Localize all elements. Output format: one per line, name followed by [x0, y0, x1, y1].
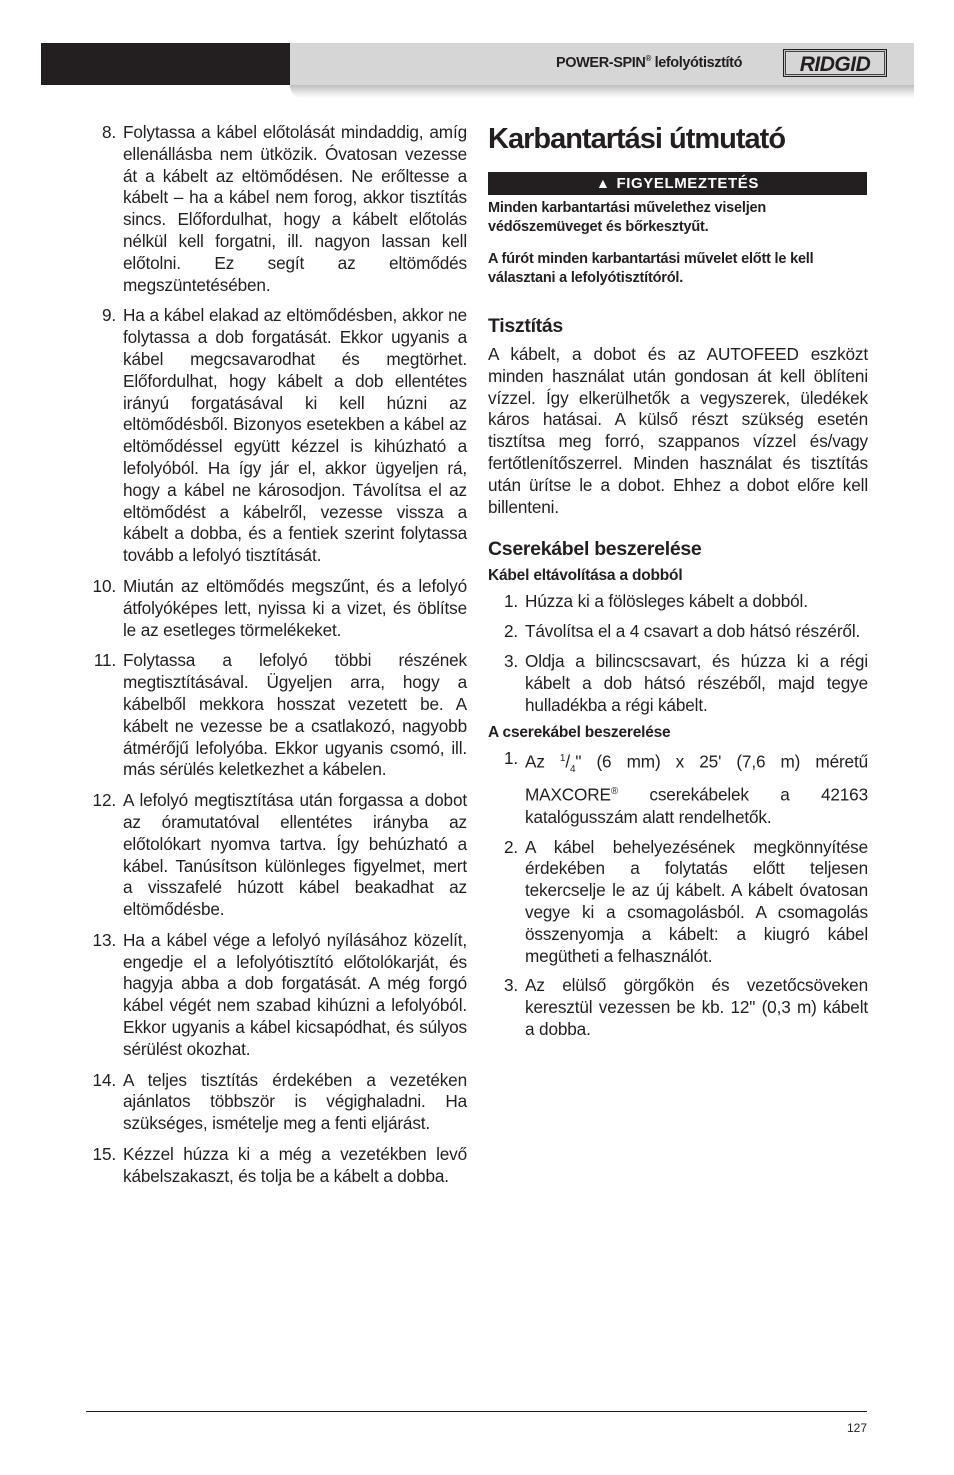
removal-steps [488, 591, 868, 716]
list-item: 3. Az elülső görgőkön és vezetőcsöveken keresztül vezessen be kb. 12" (0,3 m) kábelt a dobba. [503, 975, 868, 1040]
warning-text: A fúrót minden karbantartási művelet előtt le kell választani a lefolyótisztítóról. [488, 251, 814, 286]
list-item: 3. Oldja a bilincscsavart, és húzza ki a régi kábelt a dob hátsó részéből, majd tegye hulladékba a régi kábelt. [503, 650, 868, 715]
page-title: Karbantartási útmutató [488, 123, 786, 155]
list-item: 1. Húzza ki a fölösleges kábelt a dobból. [503, 591, 808, 612]
footer-rule [86, 1411, 867, 1412]
list-item: 11. Folytassa a lefolyó többi részének megtisztításával. Ügyeljen arra, hogy a kábelből mekkora hosszat vezetett be. A kábelt ne vezesse be a csatlakozó, nagyobb átmérőjű lefolyóba. Ekkor ugyanis csomó, ill. más sérülés keletkezhet a kábelen. [93, 650, 467, 780]
list-item: 15. Kézzel húzza ki a még a vezetékben levő kábelszakaszt, és tolja be a kábelt a dobba. [92, 1144, 467, 1186]
list-item: 1. Az $^1/_4$" (6 mm) x 25' (7,6 m) méretű MAXCORE® cserekábelek a 42163 katalógusszám alatt rendelhetők. [503, 748, 868, 827]
subheading-removal: Kábel eltávolítása a dobból [488, 567, 683, 585]
list-item: 2. Távolítsa el a 4 csavart a dob hátsó részéről. [503, 621, 861, 642]
subheading-install: A cserekábel beszerelése [488, 724, 671, 742]
section-heading-replace: Cserekábel beszerelése [488, 538, 702, 561]
header-shadow [290, 85, 914, 99]
list-item: 8. Folytassa a kábel előtolását mindaddig, amíg ellenállásba nem ütközik. Óvatosan vezesse át a kábelt az eltömődésen. Ne erőltesse a kábelt – ha a kábel nem forog, akkor tisztítás sincs. Előfordulhat, hogy a kábelt előtolás nélkül kell forgatni, ill. nagyon lassan kell előtolni. Ez segít az eltömődés megszüntetésében. [101, 122, 467, 295]
warning-banner: ▲ FIGYELMEZTETÉS [488, 172, 867, 195]
section-heading-cleaning: Tisztítás [488, 315, 563, 337]
page-number: 127 [847, 1421, 868, 1435]
cleaning-paragraph: A kábelt, a dobot és az AUTOFEED eszközt minden használat után gondosan át kell öblíteni vízzel. Így elkerülhetők a vegyszerek, üledékek káros hatásai. A külső részt szükség esetén tisztítsa meg forró, szappanos vízzel és/vagy fertőtlenítőszerrel. Minden használat és tisztítás után ürítse le a dobot. Ehhez a dobot előre kell billenteni. [488, 344, 868, 517]
ridgid-logo [783, 49, 887, 77]
warning-icon: ▲ [595, 175, 611, 191]
logo-text: RIDGID [799, 53, 871, 76]
list-item: 14. A teljes tisztítás érdekében a vezetéken ajánlatos többször is végighaladni. Ha szükséges, ismételje meg a fenti eljárást. [92, 1069, 467, 1134]
header-black-band [41, 43, 290, 85]
right-column [488, 122, 868, 1049]
header-title: POWER-SPIN® lefolyótisztító [556, 54, 743, 71]
list-item: 2. A kábel behelyezésének megkönnyítése érdekében a folytatás előtt teljesen tekercselje le az új kábelt. A kábelt óvatosan vegye ki a csomagolásból. A csomagolás összenyomja a kábelt: a kiugró kábel megütheti a felhasználót. [503, 836, 868, 966]
warning-text: Minden karbantartási művelethez viseljen védőszemüveget és bőrkesztyűt. [488, 200, 767, 235]
list-item: 12. A lefolyó megtisztítása után forgassa a dobot az óramutatóval ellentétes irányba az előtolókart nyomva tartva. Így behúzható a kábel. Tanúsítson különleges figyelmet, mert a visszafelé húzott kábel beakadhat az eltömődésbe. [92, 790, 467, 920]
list-item: 10. Miután az eltömődés megszűnt, és a lefolyó átfolyóképes lett, nyissa ki a vizet, és öblítse le az esetleges törmelékeket. [92, 575, 467, 640]
install-steps [488, 748, 868, 1040]
left-column [86, 122, 467, 1197]
list-item: 13. Ha a kábel vége a lefolyó nyílásához közelít, engedje el a lefolyótisztító előtolókarját, és hagyja abba a dob forgatását. A még forgó kábel végét nem szabad kihúzni a lefolyóból. Ekkor ugyanis a kábel kicsapódhat, és súlyos sérülést okozhat. [92, 929, 467, 1059]
procedure-list [86, 122, 467, 1188]
list-item: 9. Ha a kábel elakad az eltömődésben, akkor ne folytassa a dob forgatását. Ekkor ugyanis a kábel megcsavarodhat és megtörhet. Előfordulhat, hogy kábelt a dob ellentétes irányú forgatásával ki kell húzni az eltömődésből. Bizonyos esetekben a kábel az eltömődéssel együtt kézzel is kihúzható a lefolyóból. Ha így jár el, akkor ügyeljen rá, hogy a kábel ne károsodjon. Távolítsa el az eltömődést a kábelről, vezesse vissza a kábelt a dobba, és a fentiek szerint folytassa tovább a lefolyó tisztítását. [101, 305, 467, 566]
